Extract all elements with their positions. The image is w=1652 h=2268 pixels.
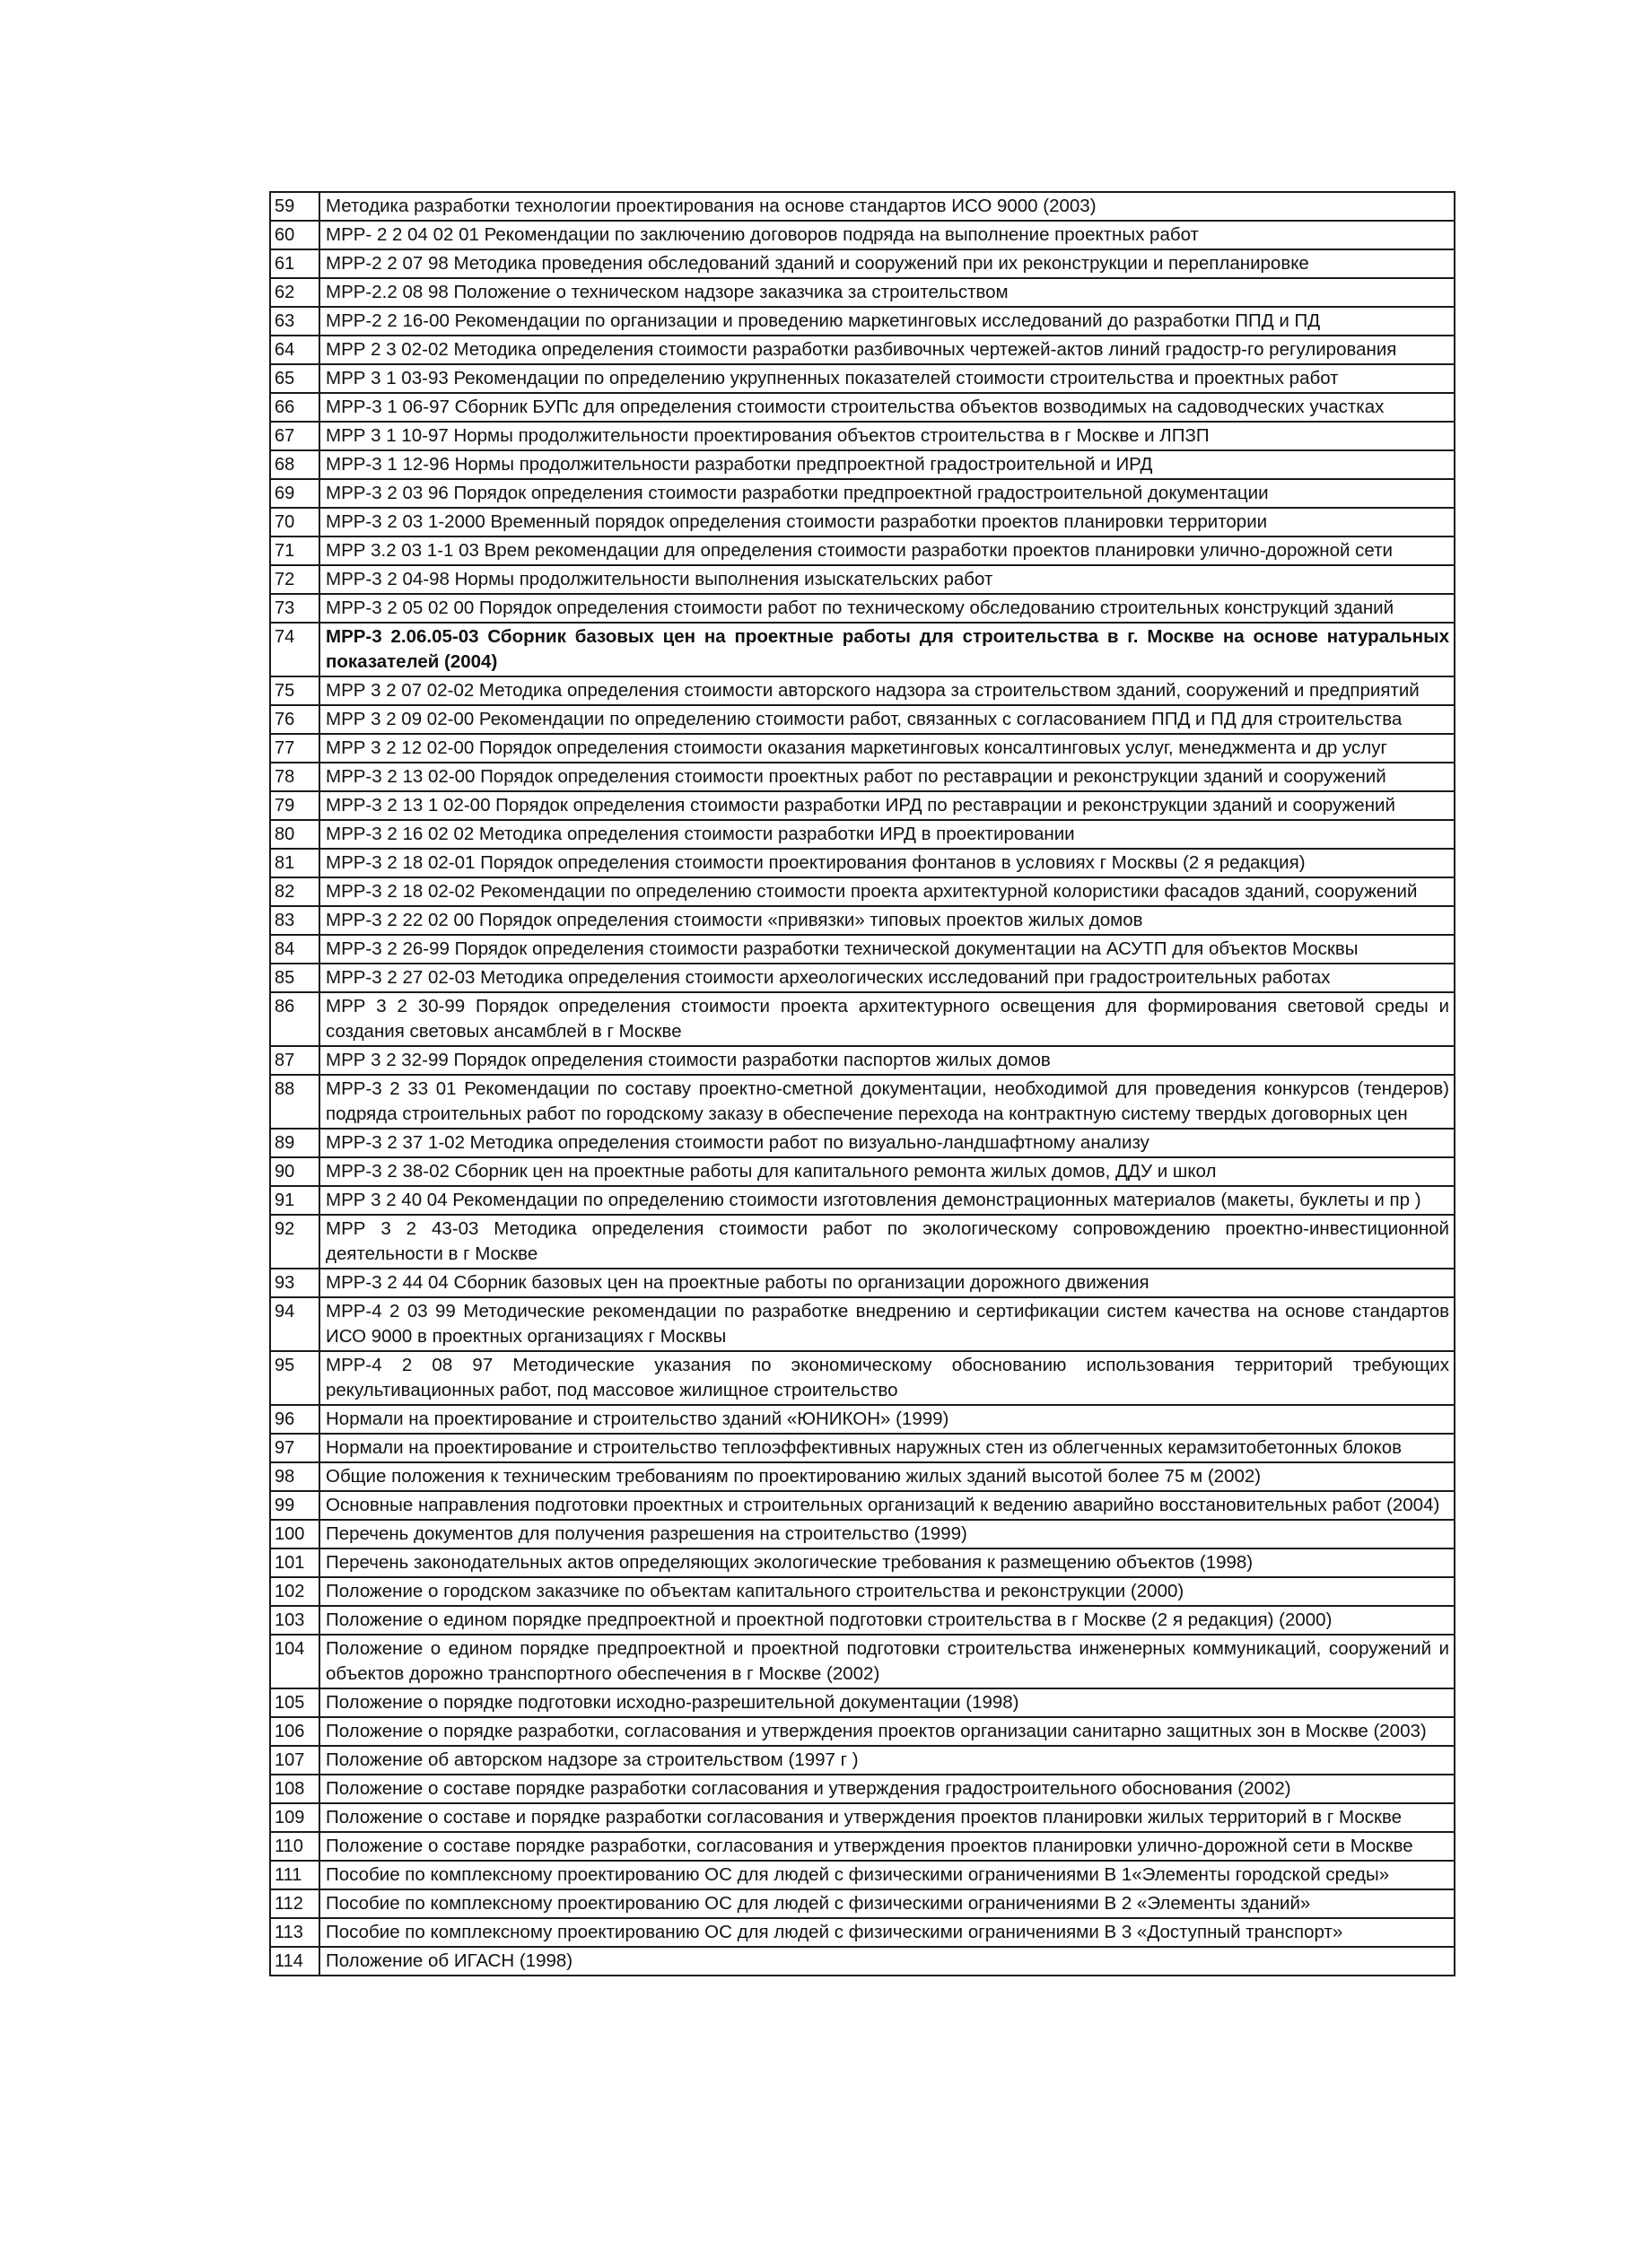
table-row <box>270 1491 1455 1520</box>
row-number: 103 <box>270 1606 319 1635</box>
document-title: Пособие по комплексному проектированию ОС для людей с физическими ограничениями В 3 «Доступный транспорт» <box>319 1918 1455 1947</box>
table-row <box>270 734 1455 763</box>
row-number: 108 <box>270 1775 319 1803</box>
table-row <box>270 536 1455 565</box>
table-row <box>270 1775 1455 1803</box>
document-title: МРР 3.2 03 1-1 03 Врем рекомендации для определения стоимости разработки проектов планировки улично-дорожной сети <box>319 536 1455 565</box>
document-title: Нормали на проектирование и строительство теплоэффективных наружных стен из облегченных керамзитобетонных блоков <box>319 1434 1455 1462</box>
row-number: 86 <box>270 992 319 1046</box>
row-number: 74 <box>270 623 319 676</box>
table-row <box>270 1918 1455 1947</box>
document-title: МРР-3 2 37 1-02 Методика определения стоимости работ по визуально-ландшафтному анализу <box>319 1129 1455 1157</box>
table-row <box>270 422 1455 450</box>
document-title: Положение о городском заказчике по объектам капитального строительства и реконструкции (2000) <box>319 1577 1455 1606</box>
row-number: 68 <box>270 450 319 479</box>
row-number: 65 <box>270 364 319 393</box>
table-row <box>270 192 1455 221</box>
document-title: Положение об ИГАСН (1998) <box>319 1947 1455 1976</box>
table-row <box>270 450 1455 479</box>
document-title: МРР 3 1 03-93 Рекомендации по определению укрупненных показателей стоимости строительства и проектных работ <box>319 364 1455 393</box>
document-title: МРР-3 2 13 1 02-00 Порядок определения стоимости разработки ИРД по реставрации и реконструкции зданий и сооружений <box>319 791 1455 820</box>
table-row <box>270 1861 1455 1889</box>
document-title: Положение о составе и порядке разработки согласования и утверждения проектов планировки жилых территорий в г Москве <box>319 1803 1455 1832</box>
document-title: МРР 3 1 10-97 Нормы продолжительности проектирования объектов строительства в г Москве и ЛПЗП <box>319 422 1455 450</box>
row-number: 97 <box>270 1434 319 1462</box>
table-row <box>270 1548 1455 1577</box>
table-row <box>270 565 1455 594</box>
row-number: 106 <box>270 1717 319 1746</box>
table-row <box>270 1351 1455 1405</box>
document-title: МРР-3 2 13 02-00 Порядок определения стоимости проектных работ по реставрации и реконструкции зданий и сооружений <box>319 763 1455 791</box>
row-number: 83 <box>270 906 319 935</box>
row-number: 71 <box>270 536 319 565</box>
row-number: 64 <box>270 336 319 364</box>
row-number: 69 <box>270 479 319 508</box>
table-row <box>270 1269 1455 1297</box>
row-number: 84 <box>270 935 319 964</box>
row-number: 60 <box>270 221 319 249</box>
row-number: 62 <box>270 278 319 307</box>
document-title: Перечень законодательных актов определяющих экологические требования к размещению объектов (1998) <box>319 1548 1455 1577</box>
row-number: 82 <box>270 877 319 906</box>
table-row <box>270 1297 1455 1351</box>
table-row <box>270 221 1455 249</box>
table-row <box>270 1186 1455 1215</box>
table-row <box>270 1717 1455 1746</box>
table-row <box>270 1746 1455 1775</box>
document-title: МРР-3 1 12-96 Нормы продолжительности разработки предпроектной градостроительной и ИРД <box>319 450 1455 479</box>
row-number: 112 <box>270 1889 319 1918</box>
row-number: 101 <box>270 1548 319 1577</box>
table-row <box>270 705 1455 734</box>
table-row <box>270 1635 1455 1688</box>
row-number: 80 <box>270 820 319 849</box>
row-number: 95 <box>270 1351 319 1405</box>
table-row <box>270 1075 1455 1129</box>
document-title: Нормали на проектирование и строительство зданий «ЮНИКОН» (1999) <box>319 1405 1455 1434</box>
document-title: МРР 3 2 07 02-02 Методика определения стоимости авторского надзора за строительством зданий, сооружений и предприятий <box>319 676 1455 705</box>
document-title: МРР 2 3 02-02 Методика определения стоимости разработки разбивочных чертежей-актов линий градостр-го регулирования <box>319 336 1455 364</box>
row-number: 63 <box>270 307 319 336</box>
table-row <box>270 791 1455 820</box>
document-title: МРР-3 2 18 02-01 Порядок определения стоимости проектирования фонтанов в условиях г Москвы (2 я редакция) <box>319 849 1455 877</box>
document-title: МРР-3 2 16 02 02 Методика определения стоимости разработки ИРД в проектировании <box>319 820 1455 849</box>
row-number: 61 <box>270 249 319 278</box>
row-number: 111 <box>270 1861 319 1889</box>
table-row <box>270 364 1455 393</box>
row-number: 79 <box>270 791 319 820</box>
table-row <box>270 1046 1455 1075</box>
document-title: МРР-4 2 03 99 Методические рекомендации по разработке внедрению и сертификации систем качества на основе стандартов ИСО 9000 в проектных организациях г Москвы <box>319 1297 1455 1351</box>
document-title: Положение о порядке разработки, согласования и утверждения проектов организации санитарно защитных зон в Москве (2003) <box>319 1717 1455 1746</box>
table-row <box>270 307 1455 336</box>
document-title: МРР-3 1 06-97 Сборник БУПс для определения стоимости строительства объектов возводимых на садоводческих участках <box>319 393 1455 422</box>
table-row <box>270 1129 1455 1157</box>
row-number: 100 <box>270 1520 319 1548</box>
row-number: 96 <box>270 1405 319 1434</box>
row-number: 87 <box>270 1046 319 1075</box>
table-row <box>270 1889 1455 1918</box>
row-number: 109 <box>270 1803 319 1832</box>
document-title: Положение о порядке подготовки исходно-разрешительной документации (1998) <box>319 1688 1455 1717</box>
document-title: МРР 3 2 09 02-00 Рекомендации по определению стоимости работ, связанных с согласованием ППД и ПД для строительства <box>319 705 1455 734</box>
document-title: МРР-3 2 33 01 Рекомендации по составу проектно-сметной документации, необходимой для проведения конкурсов (тендеров) подряда строительных работ по городскому заказу в обеспечение перехода на контрактную систему твердых договорных цен <box>319 1075 1455 1129</box>
document-title: МРР-3 2 38-02 Сборник цен на проектные работы для капитального ремонта жилых домов, ДДУ и школ <box>319 1157 1455 1186</box>
row-number: 76 <box>270 705 319 734</box>
table-row <box>270 849 1455 877</box>
row-number: 114 <box>270 1947 319 1976</box>
row-number: 98 <box>270 1462 319 1491</box>
row-number: 107 <box>270 1746 319 1775</box>
row-number: 90 <box>270 1157 319 1186</box>
document-title: МРР-2 2 07 98 Методика проведения обследований зданий и сооружений при их реконструкции и перепланировке <box>319 249 1455 278</box>
table-row <box>270 1520 1455 1548</box>
table-row <box>270 623 1455 676</box>
document-title: Общие положения к техническим требованиям по проектированию жилых зданий высотой более 75 м (2002) <box>319 1462 1455 1491</box>
row-number: 91 <box>270 1186 319 1215</box>
document-title: Положение о составе порядке разработки, согласования и утверждения проектов планировки улично-дорожной сети в Москве <box>319 1832 1455 1861</box>
row-number: 75 <box>270 676 319 705</box>
document-title: Положение об авторском надзоре за строительством (1997 г ) <box>319 1746 1455 1775</box>
table-row <box>270 935 1455 964</box>
document-title: Положение о составе порядке разработки согласования и утверждения градостроительного обоснования (2002) <box>319 1775 1455 1803</box>
document-title: Основные направления подготовки проектных и строительных организаций к ведению аварийно восстановительных работ (2004) <box>319 1491 1455 1520</box>
document-title: МРР 3 2 30-99 Порядок определения стоимости проекта архитектурного освещения для формирования световой среды и создания световых ансамблей в г Москве <box>319 992 1455 1046</box>
document-title: МРР 3 2 32-99 Порядок определения стоимости разработки паспортов жилых домов <box>319 1046 1455 1075</box>
document-title: Методика разработки технологии проектирования на основе стандартов ИСО 9000 (2003) <box>319 192 1455 221</box>
table-row <box>270 676 1455 705</box>
table-row <box>270 1157 1455 1186</box>
document-title: МРР-2 2 16-00 Рекомендации по организации и проведению маркетинговых исследований до разработки ППД и ПД <box>319 307 1455 336</box>
document-title: Положение о едином порядке предпроектной и проектной подготовки строительства инженерных коммуникаций, сооружений и объектов дорожно транспортного обеспечения в г Москве (2002) <box>319 1635 1455 1688</box>
table-row <box>270 992 1455 1046</box>
document-title: МРР-3 2.06.05-03 Сборник базовых цен на проектные работы для строительства в г. Москве на основе натуральных показателей (2004) <box>319 623 1455 676</box>
document-title: МРР-3 2 27 02-03 Методика определения стоимости археологических исследований при градостроительных работах <box>319 964 1455 992</box>
document-title: Положение о едином порядке предпроектной и проектной подготовки строительства в г Москве (2 я редакция) (2000) <box>319 1606 1455 1635</box>
row-number: 113 <box>270 1918 319 1947</box>
row-number: 104 <box>270 1635 319 1688</box>
document-title: МРР 3 2 12 02-00 Порядок определения стоимости оказания маркетинговых консалтинговых услуг, менеджмента и др услуг <box>319 734 1455 763</box>
document-title: МРР-3 2 18 02-02 Рекомендации по определению стоимости проекта архитектурной колористики фасадов зданий, сооружений <box>319 877 1455 906</box>
table-row <box>270 249 1455 278</box>
document-title: МРР 3 2 40 04 Рекомендации по определению стоимости изготовления демонстрационных материалов (макеты, буклеты и пр ) <box>319 1186 1455 1215</box>
row-number: 88 <box>270 1075 319 1129</box>
row-number: 102 <box>270 1577 319 1606</box>
row-number: 59 <box>270 192 319 221</box>
table-row <box>270 278 1455 307</box>
table-row <box>270 1462 1455 1491</box>
table-row <box>270 1606 1455 1635</box>
row-number: 78 <box>270 763 319 791</box>
table-row <box>270 508 1455 536</box>
row-number: 99 <box>270 1491 319 1520</box>
document-title: МРР-3 2 05 02 00 Порядок определения стоимости работ по техническому обследованию строительных конструкций зданий <box>319 594 1455 623</box>
row-number: 85 <box>270 964 319 992</box>
row-number: 89 <box>270 1129 319 1157</box>
document-list-table <box>269 191 1455 1976</box>
table-row <box>270 964 1455 992</box>
table-row <box>270 763 1455 791</box>
row-number: 105 <box>270 1688 319 1717</box>
document-list-body <box>270 192 1455 1976</box>
document-title: МРР-3 2 44 04 Сборник базовых цен на проектные работы по организации дорожного движения <box>319 1269 1455 1297</box>
row-number: 110 <box>270 1832 319 1861</box>
document-title: Пособие по комплексному проектированию ОС для людей с физическими ограничениями В 2 «Элементы зданий» <box>319 1889 1455 1918</box>
document-title: МРР-3 2 26-99 Порядок определения стоимости разработки технической документации на АСУТП для объектов Москвы <box>319 935 1455 964</box>
row-number: 94 <box>270 1297 319 1351</box>
document-title: МРР- 2 2 04 02 01 Рекомендации по заключению договоров подряда на выполнение проектных работ <box>319 221 1455 249</box>
row-number: 72 <box>270 565 319 594</box>
table-row <box>270 1832 1455 1861</box>
document-title: МРР-3 2 04-98 Нормы продолжительности выполнения изыскательских работ <box>319 565 1455 594</box>
document-title: МРР 3 2 43-03 Методика определения стоимости работ по экологическому сопровождению проектно-инвестиционной деятельности в г Москве <box>319 1215 1455 1269</box>
table-row <box>270 1688 1455 1717</box>
table-row <box>270 336 1455 364</box>
table-row <box>270 594 1455 623</box>
table-row <box>270 1405 1455 1434</box>
document-title: Пособие по комплексному проектированию ОС для людей с физическими ограничениями В 1«Элементы городской среды» <box>319 1861 1455 1889</box>
document-title: МРР-3 2 03 1-2000 Временный порядок определения стоимости разработки проектов планировки территории <box>319 508 1455 536</box>
table-row <box>270 906 1455 935</box>
table-row <box>270 877 1455 906</box>
table-row <box>270 479 1455 508</box>
row-number: 66 <box>270 393 319 422</box>
row-number: 73 <box>270 594 319 623</box>
table-row <box>270 1947 1455 1976</box>
table-row <box>270 393 1455 422</box>
document-title: МРР-2.2 08 98 Положение о техническом надзоре заказчика за строительством <box>319 278 1455 307</box>
row-number: 70 <box>270 508 319 536</box>
row-number: 93 <box>270 1269 319 1297</box>
table-row <box>270 820 1455 849</box>
row-number: 92 <box>270 1215 319 1269</box>
document-title: МРР-4 2 08 97 Методические указания по экономическому обоснованию использования территорий требующих рекультивационных работ, под массовое жилищное строительство <box>319 1351 1455 1405</box>
table-row <box>270 1215 1455 1269</box>
document-title: Перечень документов для получения разрешения на строительство (1999) <box>319 1520 1455 1548</box>
table-row <box>270 1803 1455 1832</box>
document-title: МРР-3 2 03 96 Порядок определения стоимости разработки предпроектной градостроительной документации <box>319 479 1455 508</box>
row-number: 81 <box>270 849 319 877</box>
row-number: 77 <box>270 734 319 763</box>
table-row <box>270 1577 1455 1606</box>
document-title: МРР-3 2 22 02 00 Порядок определения стоимости «привязки» типовых проектов жилых домов <box>319 906 1455 935</box>
row-number: 67 <box>270 422 319 450</box>
table-row <box>270 1434 1455 1462</box>
